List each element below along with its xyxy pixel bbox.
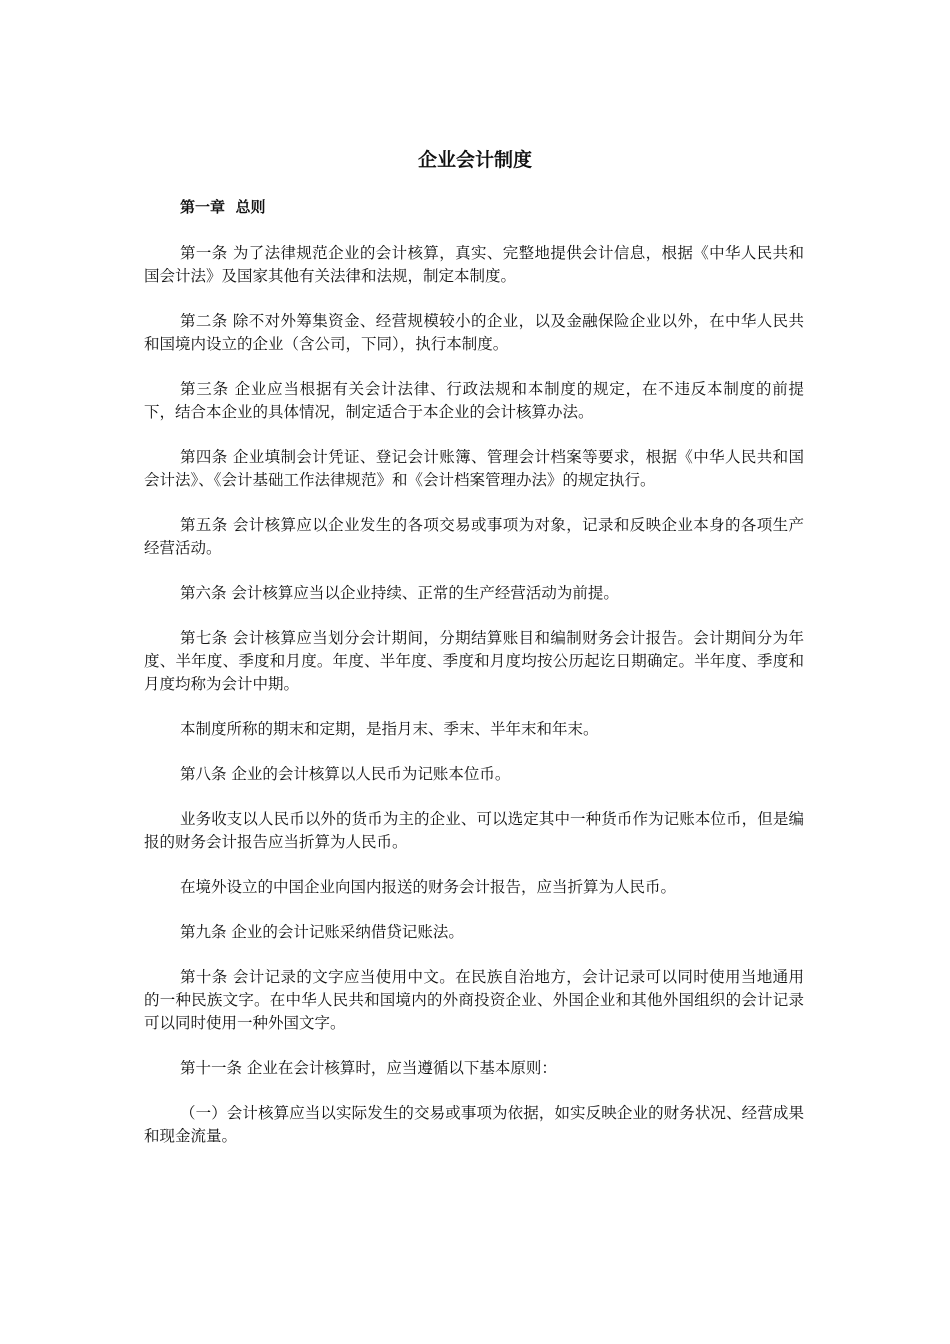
article-4-paragraph: 第四条 企业填制会计凭证、登记会计账簿、管理会计档案等要求，根据《中华人民共和国会计法》、《会计基础工作法律规范》和《会计档案管理办法》的规定执行。 [144,448,804,489]
principle-1-paragraph: （一）会计核算应当以实际发生的交易或事项为依据，如实反映企业的财务状况、经营成果和现金流量。 [144,1104,804,1145]
article-1-paragraph: 第一条 为了法律规范企业的会计核算，真实、完整地提供会计信息，根据《中华人民共和国会计法》及国家其他有关法律和法规，制定本制度。 [144,244,804,285]
document-title: 企业会计制度 [417,149,532,171]
article-3-paragraph: 第三条 企业应当根据有关会计法律、行政法规和本制度的规定，在不违反本制度的前提下，结合本企业的具体情况，制定适合于本企业的会计核算办法。 [144,380,804,421]
article-5-paragraph: 第五条 会计核算应以企业发生的各项交易或事项为对象，记录和反映企业本身的各项生产经营活动。 [144,516,804,557]
chapter-heading: 第一章 总则 [180,198,266,216]
document-body [144,242,804,1148]
period-definition-paragraph: 本制度所称的期末和定期，是指月末、季末、半年末和年末。 [180,720,599,738]
article-2-paragraph: 第二条 除不对外筹集资金、经营规模较小的企业，以及金融保险企业以外，在中华人民共和国境内设立的企业（含公司，下同），执行本制度。 [144,312,804,353]
article-9-paragraph: 第九条 企业的会计记账采纳借贷记账法。 [180,923,464,941]
article-11-paragraph: 第十一条 企业在会计核算时，应当遵循以下基本原则： [180,1059,557,1077]
foreign-currency-paragraph: 业务收支以人民币以外的货币为主的企业、可以选定其中一种货币作为记账本位币，但是编报的财务会计报告应当折算为人民币。 [144,810,804,851]
article-10-paragraph: 第十条 会计记录的文字应当使用中文。在民族自治地方，会计记录可以同时使用当地通用的一种民族文字。在中华人民共和国境内的外商投资企业、外国企业和其他外国组织的会计记录可以同时使用一种外国文字。 [144,968,804,1032]
article-8-paragraph: 第八条 企业的会计核算以人民币为记账本位币。 [180,765,511,783]
overseas-enterprise-paragraph: 在境外设立的中国企业向国内报送的财务会计报告，应当折算为人民币。 [180,878,677,896]
article-7-paragraph: 第七条 会计核算应当划分会计期间，分期结算账目和编制财务会计报告。会计期间分为年度、半年度、季度和月度。年度、半年度、季度和月度均按公历起讫日期确定。半年度、季度和月度均称为会计中期。 [144,629,804,693]
article-6-paragraph: 第六条 会计核算应当以企业持续、正常的生产经营活动为前提。 [180,584,619,602]
